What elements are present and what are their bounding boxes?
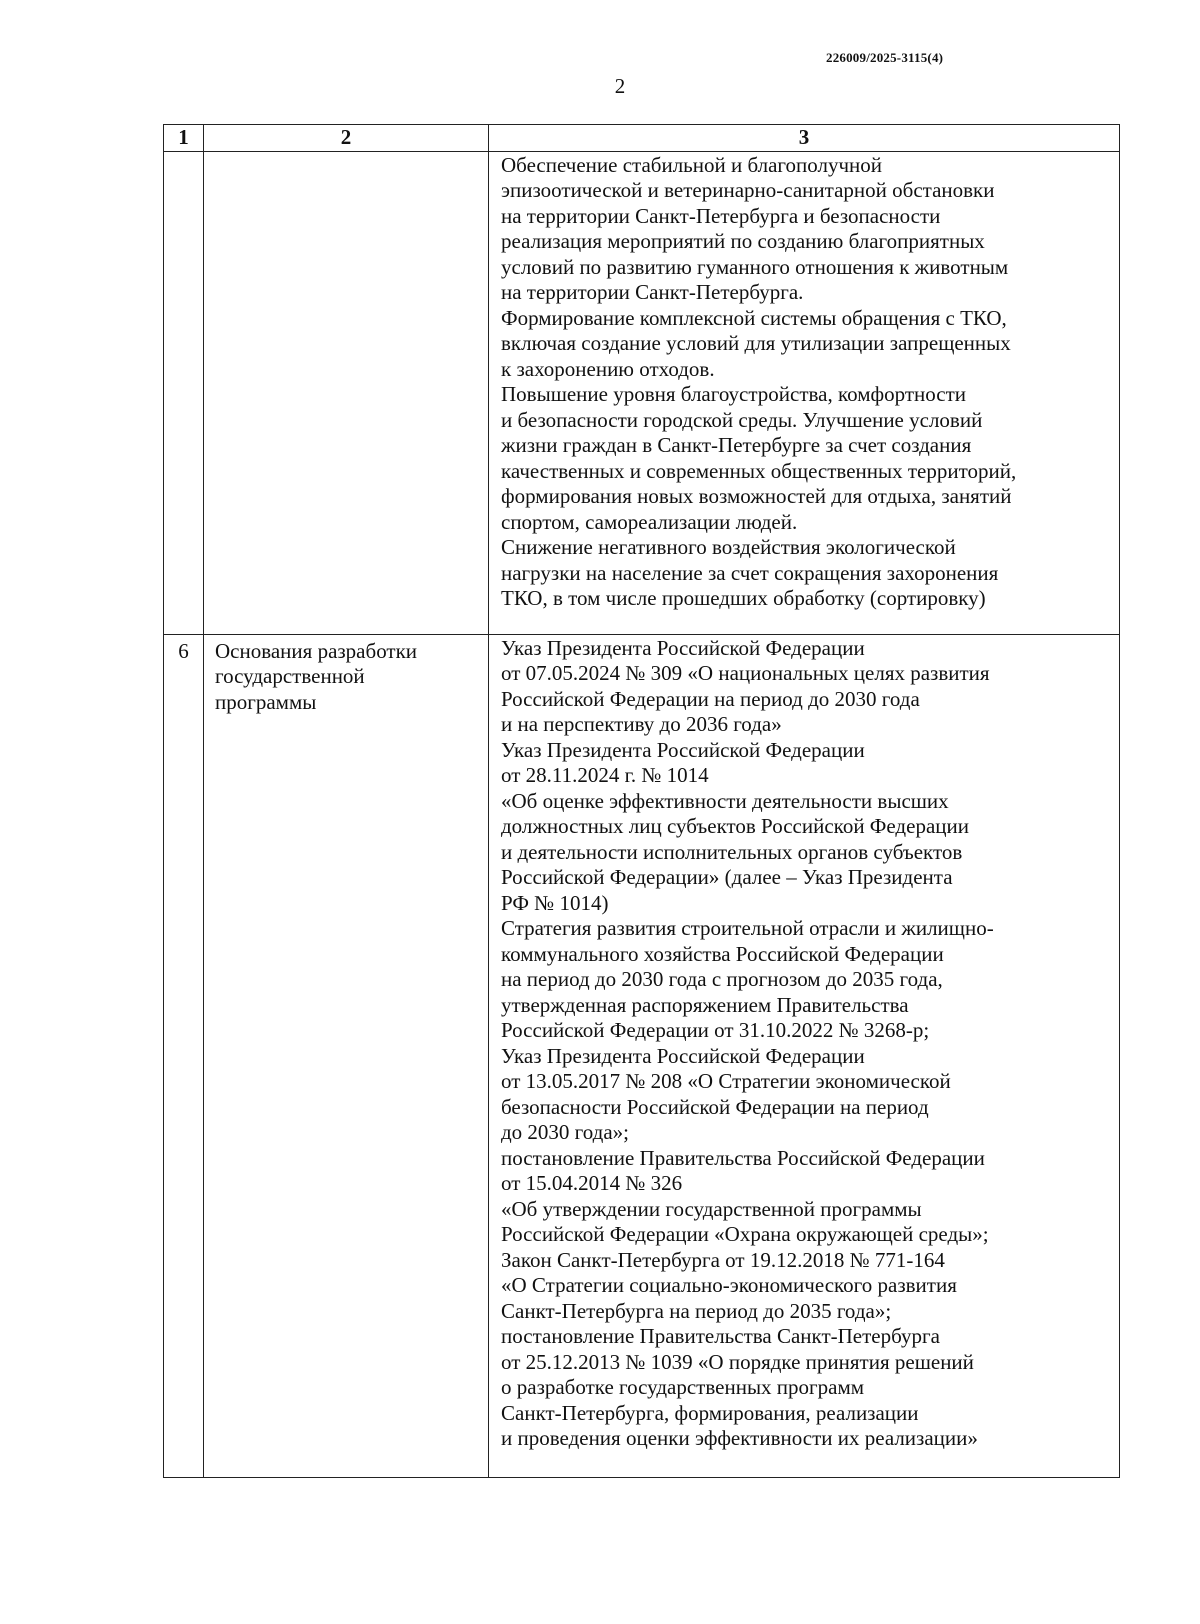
text-line: «О Стратегии социально-экономического развития bbox=[501, 1273, 957, 1297]
text-line: и деятельности исполнительных органов субъектов bbox=[501, 839, 963, 864]
text-line: спортом, самореализации людей. bbox=[501, 509, 798, 534]
text-line: Российской Федерации на период до 2030 года bbox=[501, 686, 920, 711]
row-number-cell bbox=[164, 151, 204, 634]
text-line: Формирование комплексной системы обращения с ТКО, bbox=[501, 305, 1007, 330]
table-row bbox=[164, 151, 1120, 634]
row-content-cell bbox=[489, 151, 1120, 634]
text-line: на территории Санкт-Петербурга. bbox=[501, 280, 804, 304]
text-line: Повышение уровня благоустройства, комфортности bbox=[501, 382, 967, 406]
program-passport-table bbox=[163, 124, 1120, 1478]
text-line: к захоронению отходов. bbox=[501, 356, 715, 381]
text-line: Стратегия развития строительной отрасли и жилищно- bbox=[501, 916, 994, 940]
text-line: и на перспективу до 2036 года» bbox=[501, 712, 782, 736]
text-line: программы bbox=[215, 689, 317, 714]
text-line: включая создание условий для утилизации запрещенных bbox=[501, 331, 1011, 355]
text-line: от 15.04.2014 № 326 bbox=[501, 1171, 683, 1195]
text-line: нагрузки на население за счет сокращения захоронения bbox=[501, 560, 999, 585]
text-line: ТКО, в том числе прошедших обработку (сортировку) bbox=[501, 586, 986, 610]
document-number: 226009/2025-3115(4) bbox=[826, 50, 944, 65]
text-line: от 25.12.2013 № 1039 «О порядке принятия решений bbox=[501, 1349, 974, 1374]
text-line: государственной bbox=[215, 664, 365, 688]
text-line: Российской Федерации «Охрана окружающей среды»; bbox=[501, 1222, 989, 1246]
text-line: реализация мероприятий по созданию благоприятных bbox=[501, 229, 985, 253]
text-line: Санкт-Петербурга, формирования, реализации bbox=[501, 1400, 919, 1425]
text-line: жизни граждан в Санкт-Петербурге за счет создания bbox=[501, 433, 972, 457]
text-line: качественных и современных общественных территорий, bbox=[501, 458, 1017, 483]
text-line: Российской Федерации от 31.10.2022 № 3268-р; bbox=[501, 1018, 930, 1042]
text-line: Снижение негативного воздействия экологической bbox=[501, 535, 956, 559]
header-col-3: 3 bbox=[489, 125, 1120, 152]
text-line: Указ Президента Российской Федерации bbox=[501, 737, 865, 762]
text-line: постановление Правительства Российской Федерации bbox=[501, 1145, 985, 1170]
text-line: от 28.11.2024 г. № 1014 bbox=[501, 763, 709, 787]
text-line: Обеспечение стабильной и благополучной bbox=[501, 152, 883, 177]
text-line: утвержденная распоряжением Правительства bbox=[501, 992, 909, 1017]
text-line: до 2030 года»; bbox=[501, 1120, 630, 1144]
text-line: «Об оценке эффективности деятельности высших bbox=[501, 788, 949, 813]
text-line: Закон Санкт-Петербурга от 19.12.2018 № 771-164 bbox=[501, 1247, 945, 1272]
text-line: условий по развитию гуманного отношения к животным bbox=[501, 254, 1009, 279]
text-line: должностных лиц субъектов Российской Федерации bbox=[501, 814, 969, 838]
text-line: Указ Президента Российской Федерации bbox=[501, 1043, 865, 1068]
text-line: и проведения оценки эффективности их реализации» bbox=[501, 1426, 978, 1450]
table-row bbox=[164, 634, 1120, 1477]
text-line: от 13.05.2017 № 208 «О Стратегии экономической bbox=[501, 1069, 951, 1093]
text-line: на территории Санкт-Петербурга и безопасности bbox=[501, 203, 941, 228]
text-line: о разработке государственных программ bbox=[501, 1375, 865, 1399]
text-line: Российской Федерации» (далее – Указ Президента bbox=[501, 865, 953, 889]
header-col-2: 2 bbox=[204, 125, 489, 152]
header-col-1: 1 bbox=[164, 125, 204, 152]
text-line: Санкт-Петербурга на период до 2035 года»; bbox=[501, 1298, 892, 1323]
text-line: коммунального хозяйства Российской Федерации bbox=[501, 941, 944, 966]
text-line: формирования новых возможностей для отдыха, занятий bbox=[501, 484, 1012, 508]
page-number: 2 bbox=[614, 74, 626, 98]
text-line: «Об утверждении государственной программы bbox=[501, 1196, 922, 1221]
row-number-cell: 6 bbox=[164, 634, 204, 1477]
text-line: безопасности Российской Федерации на период bbox=[501, 1094, 929, 1119]
text-line: Указ Президента Российской Федерации bbox=[501, 635, 865, 660]
text-line: на период до 2030 года с прогнозом до 2035 года, bbox=[501, 967, 943, 991]
text-line: эпизоотической и ветеринарно-санитарной обстановки bbox=[501, 178, 995, 202]
row-name-cell bbox=[204, 634, 489, 1477]
text-line: постановление Правительства Санкт-Петербурга bbox=[501, 1324, 940, 1348]
row-content-cell bbox=[489, 634, 1120, 1477]
text-line: РФ № 1014) bbox=[501, 890, 609, 915]
text-line: Основания разработки bbox=[215, 638, 418, 663]
table-header-row bbox=[164, 125, 1120, 152]
row-name-cell bbox=[204, 151, 489, 634]
text-line: от 07.05.2024 № 309 «О национальных целях развития bbox=[501, 661, 990, 685]
text-line: и безопасности городской среды. Улучшение условий bbox=[501, 407, 983, 432]
